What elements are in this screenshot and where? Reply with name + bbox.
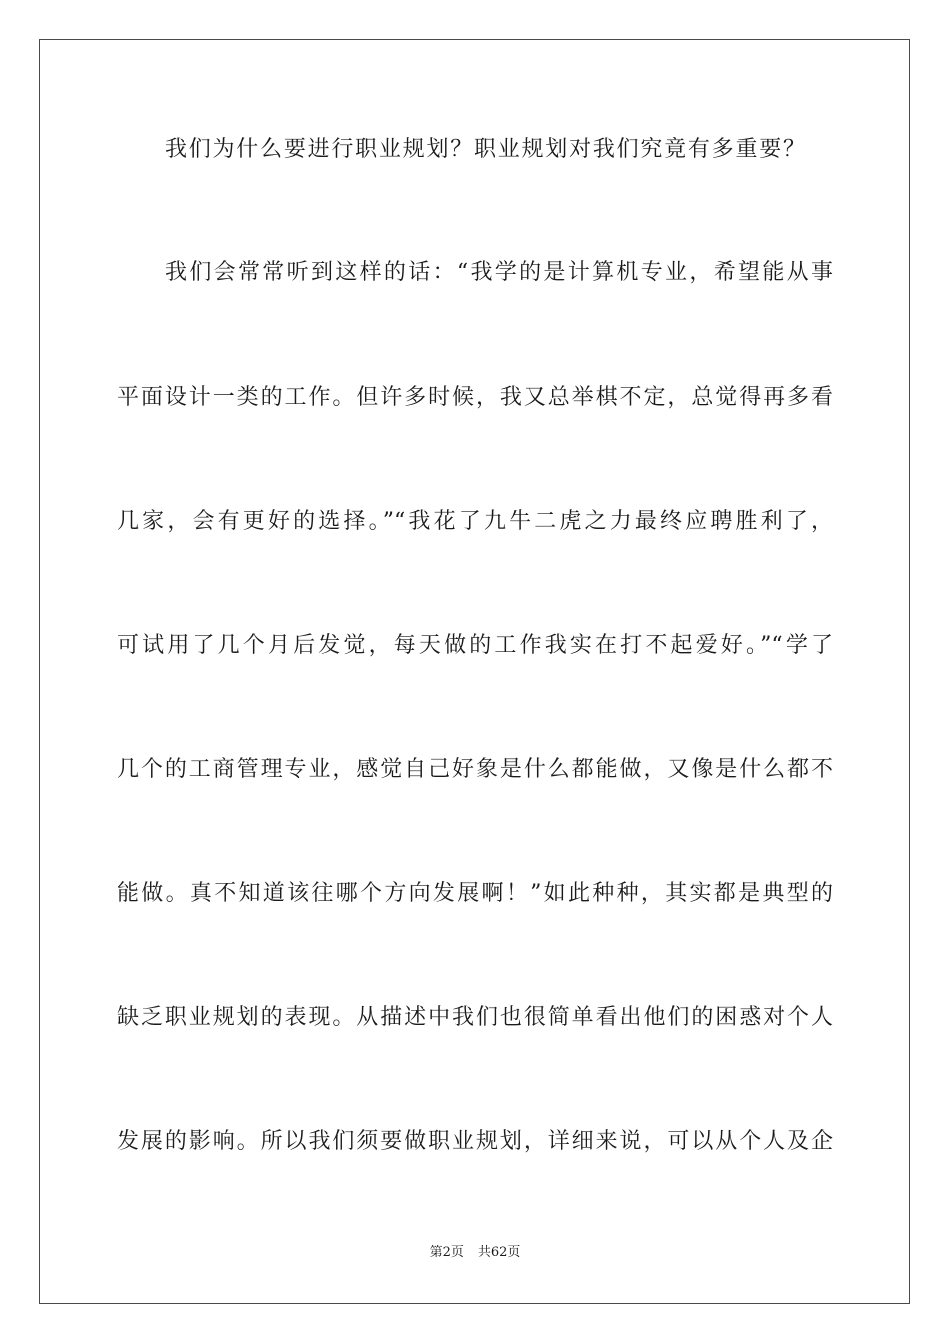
paragraph-line: 几个的工商管理专业，感觉自己好象是什么都能做，又像是什么都不 bbox=[117, 757, 833, 782]
paragraph-line: 可试用了几个月后发觉，每天做的工作我实在打不起爱好。”“学了 bbox=[117, 633, 833, 658]
page-footer bbox=[0, 1244, 950, 1262]
paragraph-line: 能做。真不知道该往哪个方向发展啊！”如此种种，其实都是典型的 bbox=[117, 881, 833, 906]
paragraph-line: 我们会常常听到这样的话：“我学的是计算机专业，希望能从事 bbox=[165, 260, 833, 285]
paragraph-heading-line: 我们为什么要进行职业规划？职业规划对我们究竟有多重要？ bbox=[165, 137, 805, 162]
current-page-number: 第2页 bbox=[429, 1245, 464, 1260]
total-page-count: 共62页 bbox=[477, 1245, 521, 1260]
paragraph-line: 发展的影响。所以我们须要做职业规划，详细来说，可以从个人及企 bbox=[117, 1129, 833, 1154]
paragraph-line: 几家，会有更好的选择。”“我花了九牛二虎之力最终应聘胜利了， bbox=[117, 509, 833, 534]
paragraph-line: 缺乏职业规划的表现。从描述中我们也很简单看出他们的困惑对个人 bbox=[117, 1005, 833, 1030]
paragraph-line: 平面设计一类的工作。但许多时候，我又总举棋不定，总觉得再多看 bbox=[117, 385, 833, 410]
page-border bbox=[39, 39, 910, 1304]
